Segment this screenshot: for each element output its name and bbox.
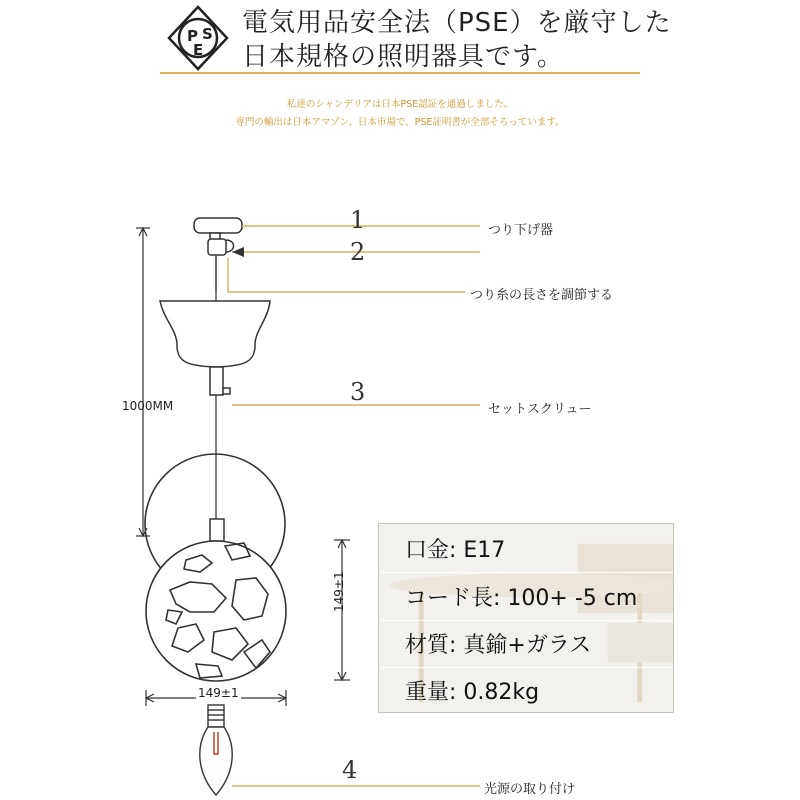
cord-length-dimension: [136, 228, 150, 536]
svg-text:S: S: [202, 25, 213, 43]
ceiling-hook: [194, 218, 242, 290]
shade-width-label: 149±1: [198, 686, 239, 700]
part-label-adjust-cord: つり糸の長さを調節する: [470, 288, 614, 303]
shade-height-label: 149±1: [332, 571, 346, 612]
cord-length-label: 1000MM: [122, 399, 174, 413]
canopy: [160, 301, 270, 367]
part-number-3: 3: [350, 378, 366, 406]
spec-row-cord: [379, 574, 673, 619]
spec-panel: [378, 523, 674, 713]
spec-divider: [379, 572, 673, 573]
part-number-4: 4: [342, 756, 358, 784]
part-label-light-source: 光源の取り付け: [484, 782, 576, 797]
title-line-1: 電気用品安全法（PSE）を厳守した: [242, 8, 672, 38]
spec-material: 材質: 真鍮+ガラス: [405, 633, 592, 658]
part-number-1: 1: [350, 206, 366, 234]
certification-note-1: 私達のシャンデリアは日本PSE認証を通過しました。: [286, 99, 514, 110]
spec-cord-length: コード長: 100+ -5 cm: [405, 586, 638, 611]
svg-text:P: P: [187, 27, 198, 45]
certification-note-2: 専門の輸出は日本アマゾン、日本市場で、PSE証明書が全部そろっています。: [235, 117, 565, 128]
part-number-2: 2: [350, 238, 366, 266]
part-label-hanger: つり下げ器: [488, 223, 554, 238]
title-line-2: 日本規格の照明器具です。: [242, 42, 564, 72]
bulb: [200, 705, 232, 795]
shade-socket: [210, 519, 224, 541]
spec-row-weight: [379, 668, 673, 713]
part-label-set-screw: セットスクリュー: [488, 402, 592, 417]
svg-text:E: E: [193, 41, 204, 59]
spec-row-base: [379, 526, 673, 571]
spec-weight: 重量: 0.82kg: [405, 680, 540, 705]
spec-base: 口金: E17: [405, 538, 506, 563]
spec-row-material: [379, 621, 673, 666]
set-screw: [210, 367, 230, 395]
